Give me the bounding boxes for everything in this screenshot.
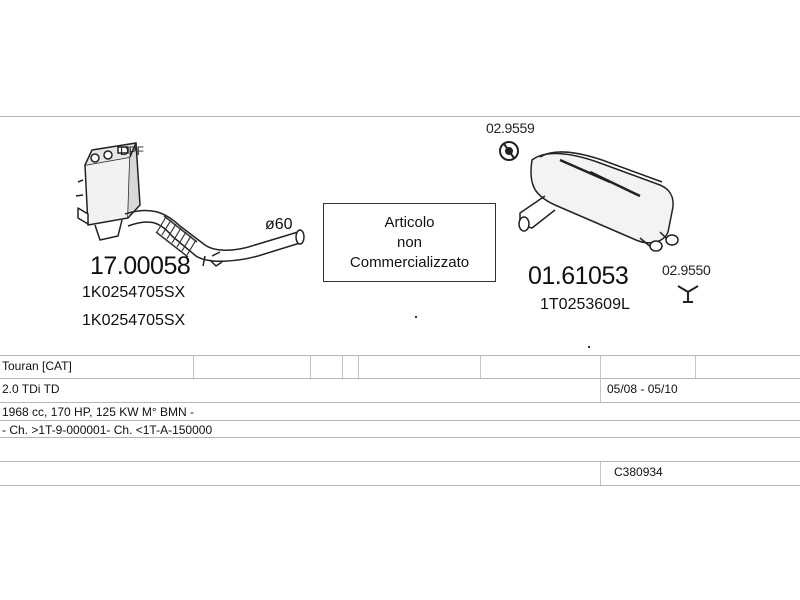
table-rule <box>0 402 800 403</box>
note-line-2: non <box>396 233 423 251</box>
table-rule <box>0 355 800 356</box>
dpf-oem-code-1: 1K0254705SX <box>82 284 186 301</box>
hanger-icon <box>678 286 698 302</box>
table-column-rule <box>310 356 311 378</box>
engine-spec: 1968 cc, 170 HP, 125 KW M° BMN - <box>2 405 194 419</box>
kit-code: C380934 <box>614 465 663 479</box>
rear-silencer-icon <box>519 152 678 251</box>
chassis-range: - Ch. >1T-9-000001- Ch. <1T-A-150000 <box>2 423 213 437</box>
table-rule <box>0 461 800 462</box>
table-rule <box>0 420 800 421</box>
table-column-rule <box>600 356 601 402</box>
table-column-rule <box>342 356 343 378</box>
table-column-rule <box>600 462 601 485</box>
dot-marker <box>415 316 417 318</box>
dpf-label: DPF <box>120 144 144 158</box>
dpf-part-code: 17.00058 <box>90 252 191 280</box>
table-rule <box>0 378 800 379</box>
table-column-rule <box>695 356 696 378</box>
table-rule <box>0 437 800 438</box>
hanger-part-code: 02.9550 <box>662 262 711 278</box>
dot-marker <box>588 346 590 348</box>
dpf-oem-code-2: 1K0254705SX <box>82 312 186 329</box>
table-column-rule <box>480 356 481 378</box>
table-rule <box>0 485 800 486</box>
rubber-ring-icon <box>500 142 518 160</box>
table-column-rule <box>358 356 359 378</box>
note-line-1: Articolo <box>384 213 435 231</box>
table-column-rule <box>193 356 194 378</box>
engine-type: 2.0 TDi TD <box>2 382 60 396</box>
silencer-part-code: 01.61053 <box>528 262 629 290</box>
pipe-diameter-label: ø60 <box>265 216 293 233</box>
production-years: 05/08 - 05/10 <box>607 382 678 396</box>
vehicle-model: Touran [CAT] <box>2 359 72 373</box>
note-line-3: Commercializzato <box>349 253 470 271</box>
silencer-oem-code: 1T0253609L <box>540 296 630 313</box>
not-sold-note <box>323 203 496 282</box>
clamp-part-code: 02.9559 <box>486 120 535 136</box>
